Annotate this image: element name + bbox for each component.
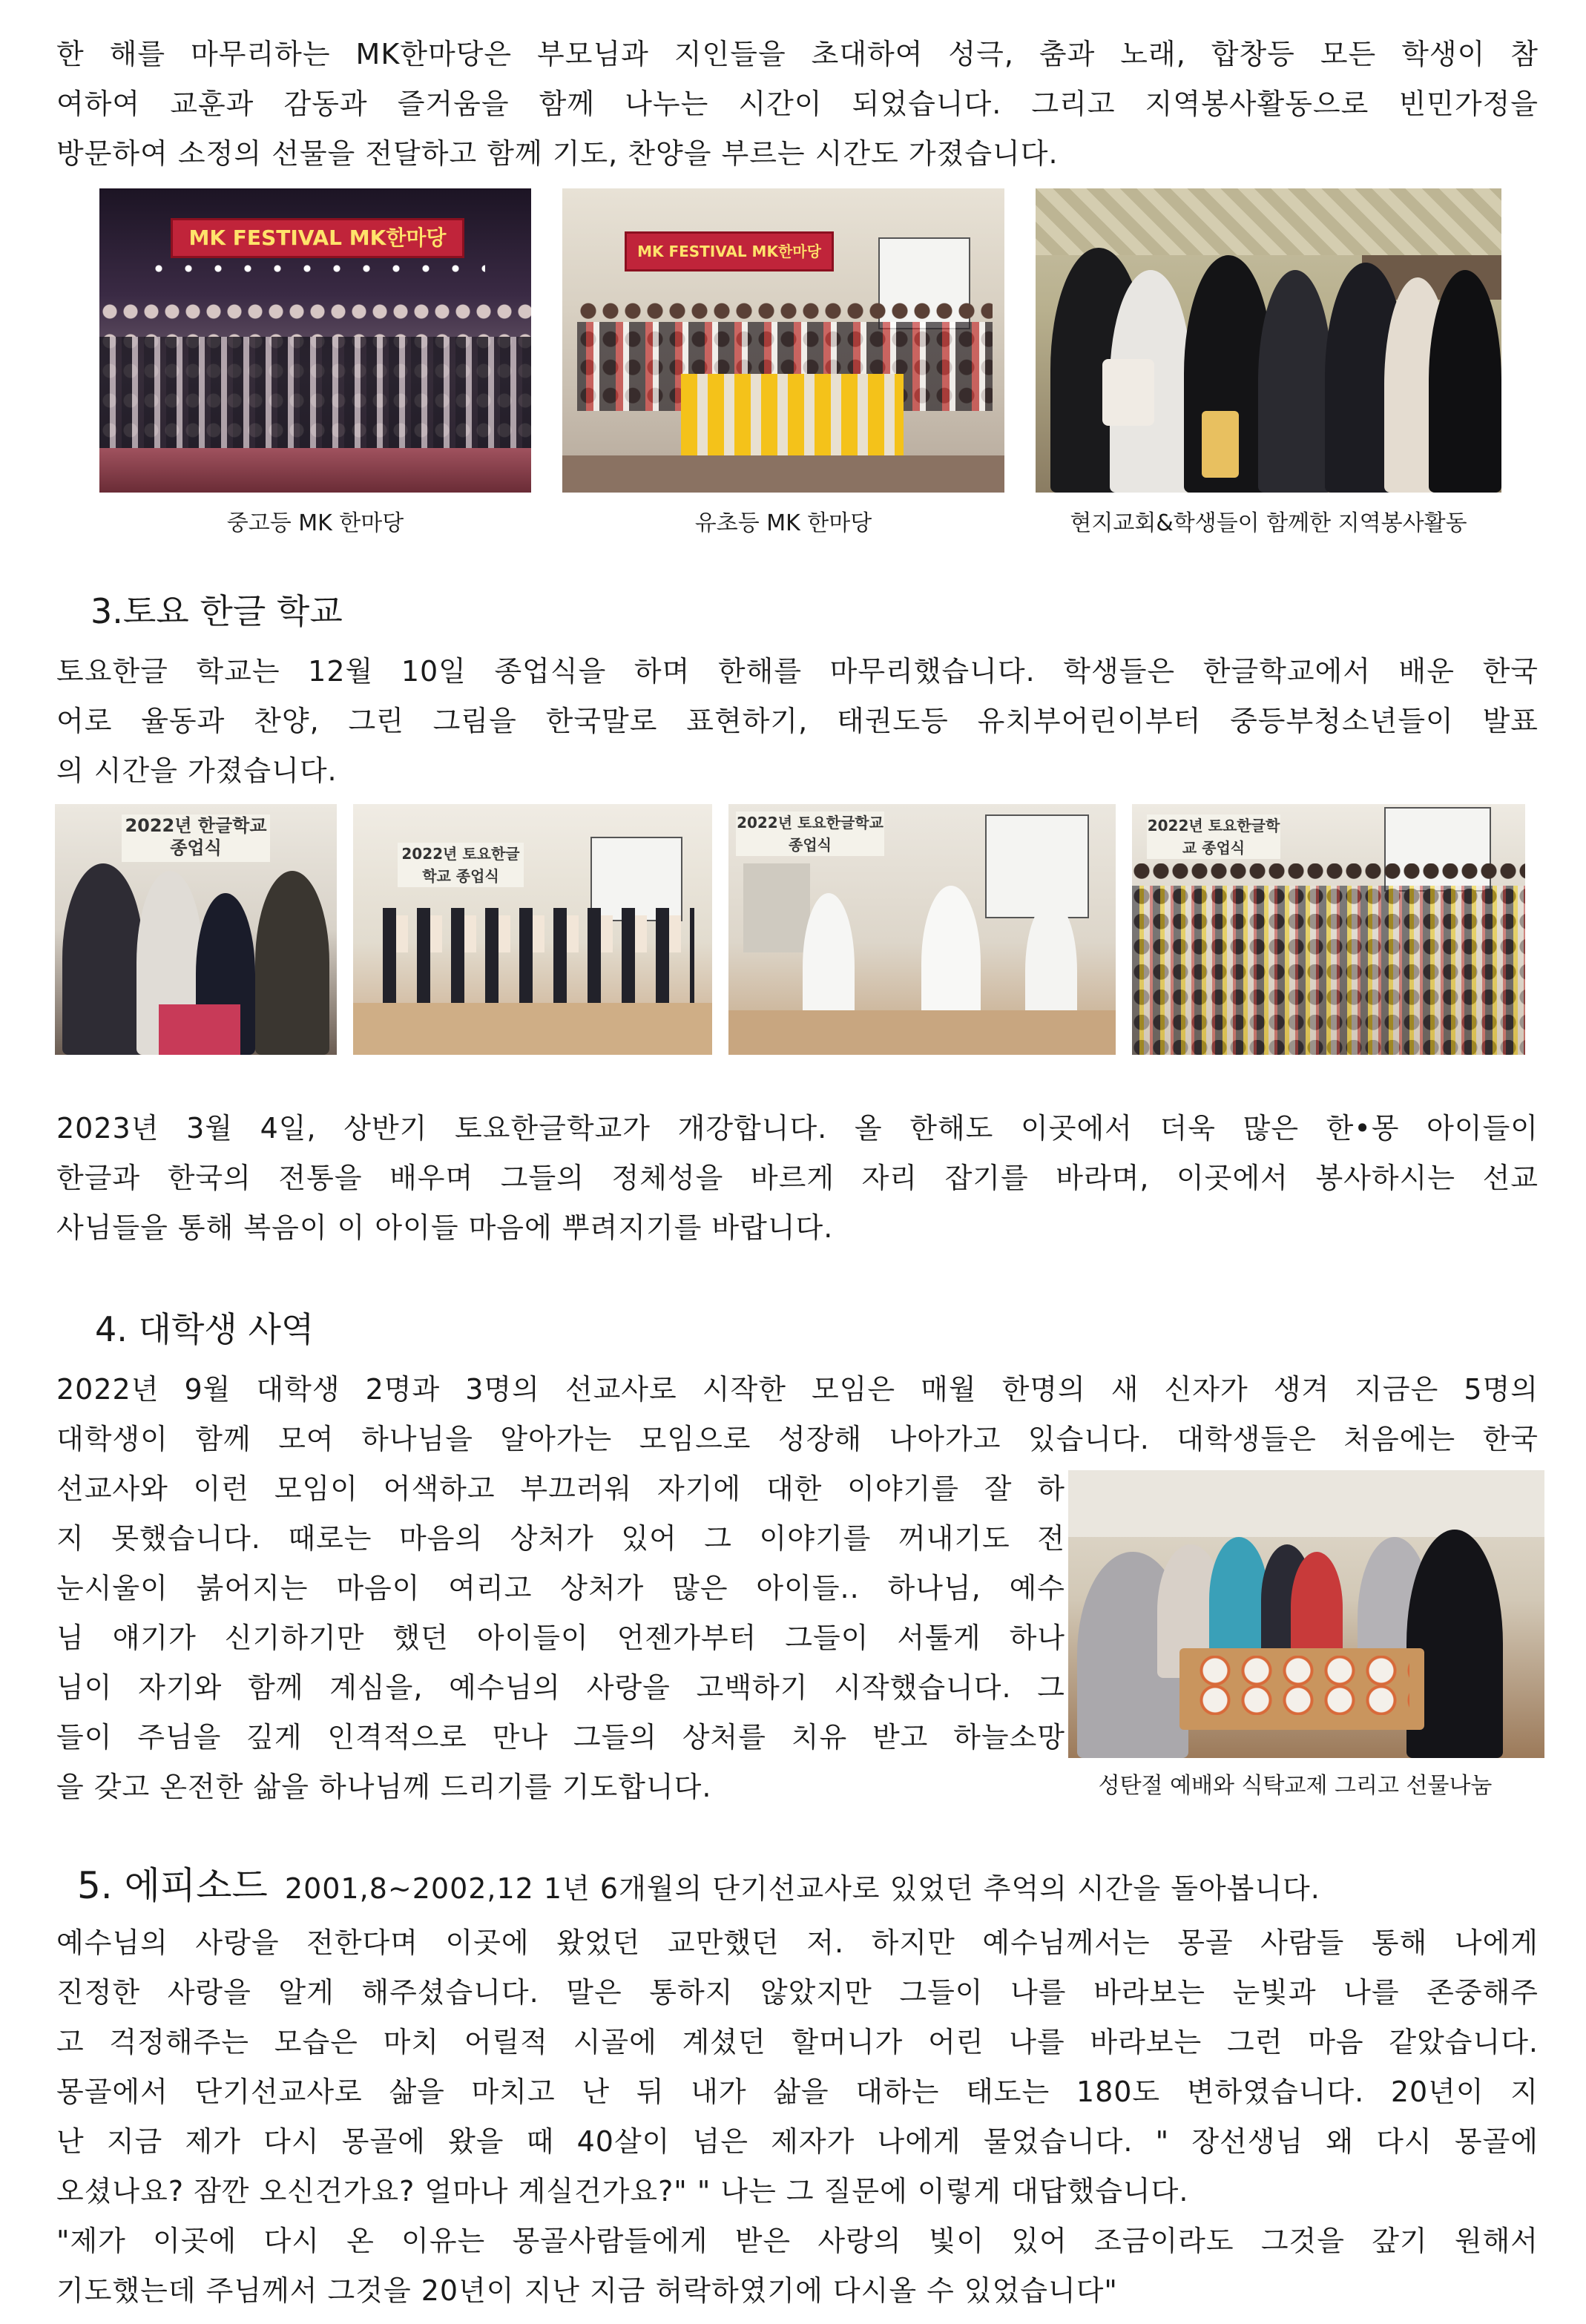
paragraph-line: 선교사와 이런 모임이 어색하고 부끄러워 자기에 대한 이야기를 잘 하 bbox=[56, 1472, 1065, 1505]
paragraph-line: 예수님의 사랑을 전한다며 이곳에 왔었던 교만했던 저. 하지만 예수님께서는 몽골 사람들 통해 나에게 bbox=[56, 1926, 1539, 1959]
paragraph-line: 의 시간을 가졌습니다. bbox=[56, 754, 338, 787]
photo-ceremony-1 bbox=[55, 804, 337, 1055]
paragraph-line: 을 갖고 온전한 삶을 하나님께 드리기를 기도합니다. bbox=[56, 1771, 712, 1803]
section-3-title: 3.토요 한글 학교 bbox=[91, 591, 343, 631]
photo-caption: 현지교회&학생들이 함께한 지역봉사활동 bbox=[1070, 510, 1467, 536]
paragraph-line: 대학생이 함께 모여 하나님을 알아가는 모임으로 성장해 나아가고 있습니다. 대학생들은 처음에는 한국 bbox=[56, 1423, 1539, 1455]
paragraph-line: 2022년 9월 대학생 2명과 3명의 선교사로 시작한 모임은 매월 한명의 새 신자가 생겨 지금은 5명의 bbox=[56, 1373, 1539, 1406]
intro-paragraph bbox=[56, 30, 1539, 179]
photo-caption: 중고등 MK 한마당 bbox=[226, 510, 404, 536]
section-4-paragraph-narrow bbox=[56, 1464, 1065, 1812]
paragraph-line: 한글과 한국의 전통을 배우며 그들의 정체성을 바르게 자리 잡기를 바라며, 이곳에서 봉사하시는 선교 bbox=[56, 1162, 1539, 1194]
paragraph-line: 눈시울이 붉어지는 마음이 여리고 상처가 많은 아이들.. 하나님, 예수 bbox=[56, 1572, 1065, 1604]
ceremony-sign: 2022년 토요한글학교 종업식 bbox=[398, 843, 524, 887]
ceremony-sign: 2022년 토요한글학교 종업식 bbox=[736, 812, 884, 856]
paragraph-line: 토요한글 학교는 12월 10일 종업식을 하며 한해를 마무리했습니다. 학생들은 한글학교에서 배운 한국 bbox=[56, 655, 1539, 688]
photo-christmas-dinner bbox=[1068, 1470, 1544, 1758]
paragraph-line: 난 지금 제가 다시 몽골에 왔을 때 40살이 넘은 제자가 나에게 물었습니다. " 장선생님 왜 다시 몽골에 bbox=[56, 2125, 1539, 2158]
paragraph-line: 몽골에서 단기선교사로 삶을 마치고 난 뒤 내가 삶을 대하는 태도는 180도 변하였습니다. 20년이 지 bbox=[56, 2076, 1539, 2108]
photo-middle-high-festival bbox=[99, 188, 531, 493]
paragraph-line: 기도했는데 주님께서 그것을 20년이 지난 지금 허락하였기에 다시올 수 있었습니다" bbox=[56, 2274, 1118, 2307]
paragraph-line: 들이 주님을 깊게 인격적으로 만나 그들의 상처를 치유 받고 하늘소망 bbox=[56, 1721, 1065, 1754]
photo-caption: 성탄절 예배와 식탁교제 그리고 선물나눔 bbox=[1098, 1773, 1493, 1799]
photo-caption: 유초등 MK 한마당 bbox=[694, 510, 872, 536]
paragraph-line: 님이 자기와 함께 계심을, 예수님의 사랑을 고백하기 시작했습니다. 그 bbox=[56, 1671, 1065, 1704]
festival-banner: MK FESTIVAL MK한마당 bbox=[625, 231, 834, 271]
paragraph-line: 오셨나요? 잠깐 오신건가요? 얼마나 계실건가요?" " 나는 그 질문에 이렇게 대답했습니다. bbox=[56, 2175, 1189, 2208]
photo-elementary-festival bbox=[562, 188, 1004, 493]
paragraph-line: 고 걱정해주는 모습은 마치 어릴적 시골에 계셨던 할머니가 어린 나를 바라보는 그런 마음 같았습니다. bbox=[56, 2026, 1539, 2058]
section-5-title: 5. 에피소드 bbox=[77, 1864, 268, 1907]
ceremony-sign: 2022년 토요한글학교 종업식 bbox=[1147, 814, 1280, 859]
intro-line: 한 해를 마무리하는 MK한마당은 부모님과 지인들을 초대하여 성극, 춤과 노래, 합창등 모든 학생이 참 bbox=[56, 38, 1539, 70]
paragraph-line: 사님들을 통해 복음이 이 아이들 마음에 뿌려지기를 바랍니다. bbox=[56, 1211, 834, 1244]
ceremony-sign: 2022년 한글학교 종업식 bbox=[122, 814, 270, 862]
section-4-paragraph bbox=[56, 1365, 1539, 1464]
paragraph-line: "제가 이곳에 다시 온 이유는 몽골사람들에게 받은 사랑의 빛이 있어 조금이라도 그것을 갚기 원해서 bbox=[56, 2225, 1539, 2257]
section-5-paragraph bbox=[56, 1918, 1539, 2316]
festival-banner: MK FESTIVAL MK한마당 bbox=[171, 218, 464, 258]
paragraph-line: 어로 율동과 찬양, 그린 그림을 한국말로 표현하기, 태권도등 유치부어린이부터 중등부청소년들이 발표 bbox=[56, 705, 1539, 737]
section-4-title: 4. 대학생 사역 bbox=[95, 1309, 315, 1349]
section-3-paragraph-2 bbox=[56, 1104, 1539, 1253]
paragraph-line: 님 얘기가 신기하기만 했던 아이들이 언젠가부터 그들이 서툴게 하나 bbox=[56, 1622, 1065, 1654]
photo-ceremony-2 bbox=[353, 804, 712, 1055]
paragraph-line: 진정한 사랑을 알게 해주셨습니다. 말은 통하지 않았지만 그들이 나를 바라보는 눈빛과 나를 존중해주 bbox=[56, 1976, 1539, 2009]
paragraph-line: 지 못했습니다. 때로는 마음의 상처가 있어 그 이야기를 꺼내기도 전 bbox=[56, 1522, 1065, 1555]
section-5-header bbox=[77, 1863, 1320, 1908]
intro-line: 여하여 교훈과 감동과 즐거움을 함께 나누는 시간이 되었습니다. 그리고 지역봉사활동으로 빈민가정을 bbox=[56, 88, 1539, 120]
section-5-subtitle: 2001,8~2002,12 1년 6개월의 단기선교사로 있었던 추억의 시간을 돌아봅니다. bbox=[284, 1872, 1320, 1905]
section-3-paragraph bbox=[56, 647, 1539, 796]
photo-group-ceremony bbox=[1132, 804, 1525, 1055]
photo-community-service bbox=[1036, 188, 1501, 493]
photo-taekwondo bbox=[728, 804, 1116, 1055]
paragraph-line: 2023년 3월 4일, 상반기 토요한글학교가 개강합니다. 올 한해도 이곳에서 더욱 많은 한•몽 아이들이 bbox=[56, 1112, 1539, 1145]
intro-line: 방문하여 소정의 선물을 전달하고 함께 기도, 찬양을 부르는 시간도 가졌습니다. bbox=[56, 137, 1059, 170]
